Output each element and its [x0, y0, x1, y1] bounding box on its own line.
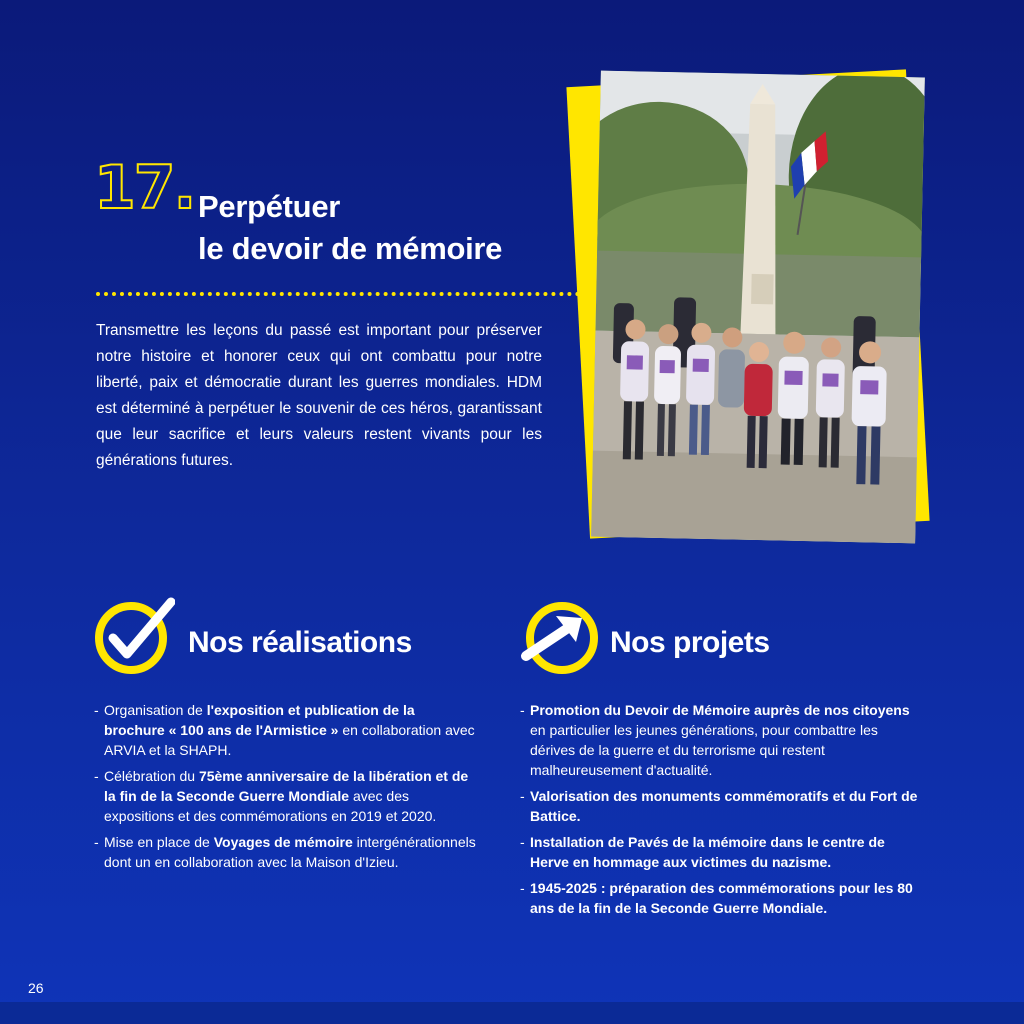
item-bold-text: Valorisation des monuments commémoratifs et du Fort de Battice. — [530, 788, 918, 824]
item-bold-text: 75ème anniversaire de la libération et de la fin de la Seconde Guerre Mondiale — [104, 768, 469, 804]
realisations-list — [94, 700, 478, 878]
section-title-line2: le devoir de mémoire — [198, 231, 503, 266]
section-title-line1: Perpétuer — [198, 189, 341, 224]
list-item — [94, 832, 478, 872]
item-bold-text: Promotion du Devoir de Mémoire auprès de nos citoyens — [530, 702, 910, 718]
memorial-group-photo — [591, 71, 925, 544]
item-text: avec des expositions et des commémorations en 2019 et 2020. — [104, 788, 437, 824]
list-item — [520, 786, 924, 826]
arrow-circle-icon — [520, 598, 600, 678]
dotted-divider — [96, 292, 596, 296]
list-item — [94, 766, 478, 826]
item-bold-text: 1945-2025 : préparation des commémorations pour les 80 ans de la fin de la Seconde Guerre Mondiale. — [530, 880, 913, 916]
list-item — [94, 700, 478, 760]
section-number: 17. — [94, 153, 195, 223]
projets-list — [520, 700, 924, 924]
photo-illustration — [591, 71, 925, 544]
section-title — [198, 186, 502, 270]
item-text: en collaboration avec ARVIA et la SHAPH. — [104, 722, 475, 758]
projets-heading: Nos projets — [610, 626, 770, 659]
intro-paragraph: Transmettre les leçons du passé est important pour préserver notre histoire et honorer ceux qui ont combattu pour notre liberté, paix et démocratie durant les guerres mondiales. HDM est déterminé à perpétuer le souvenir de ces héros, garantissant que leur sacrifice et leurs valeurs restent vivants pour les générations futures. — [96, 322, 542, 469]
item-text: Célébration du — [104, 768, 199, 784]
page-number: 26 — [28, 980, 44, 996]
list-item — [520, 878, 924, 918]
item-bold-text: l'exposition et publication de la brochure « 100 ans de l'Armistice » — [104, 702, 415, 738]
checkmark-circle-icon — [95, 596, 175, 676]
bottom-band — [0, 1002, 1024, 1024]
item-bold-text: Voyages de mémoire — [213, 834, 353, 850]
item-text: intergénérationnels dont un en collaboration avec la Maison d'Izieu. — [104, 834, 476, 870]
list-item — [520, 832, 924, 872]
list-item — [520, 700, 924, 780]
photo-block — [570, 60, 950, 560]
item-text: Mise en place de — [104, 834, 214, 850]
item-text: en particulier les jeunes générations, pour combattre les dérives de la guerre et du terrorisme qui restent malheureusement d'actualité. — [530, 722, 878, 778]
item-text: Organisation de — [104, 702, 207, 718]
realisations-heading: Nos réalisations — [188, 626, 412, 659]
item-bold-text: Installation de Pavés de la mémoire dans le centre de Herve en hommage aux victimes du nazisme. — [530, 834, 885, 870]
